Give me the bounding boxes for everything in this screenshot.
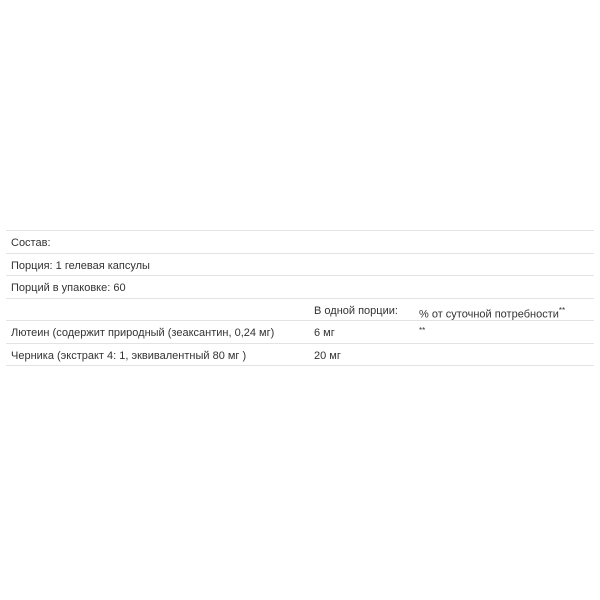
composition-label: Состав: [11, 237, 51, 249]
ingredient-amount: 6 мг [314, 327, 335, 339]
table-row [6, 321, 594, 344]
serving-size-row [6, 254, 594, 277]
daily-value-header [419, 305, 565, 321]
daily-value-header-text: % от суточной потребности [419, 308, 559, 321]
amount-per-serving-header: В одной порции: [314, 304, 398, 317]
daily-value-footnote-mark: ** [558, 305, 566, 315]
composition-row [6, 231, 594, 254]
table-header-row [6, 299, 594, 322]
ingredient-amount: 20 мг [314, 349, 341, 362]
servings-per-container: Порций в упаковке: 60 [11, 282, 126, 294]
supplement-facts-table [6, 230, 594, 366]
servings-per-container-row [6, 276, 594, 299]
ingredient-daily-value: ** [419, 326, 426, 335]
table-row [6, 344, 594, 367]
serving-size: Порция: 1 гелевая капсулы [11, 259, 150, 272]
ingredient-name: Лютеин (содержит природный (зеаксантин, 0,24 мг) [11, 327, 275, 339]
ingredient-name: Черника (экстракт 4: 1, эквивалентный 80 мг ) [11, 349, 247, 362]
